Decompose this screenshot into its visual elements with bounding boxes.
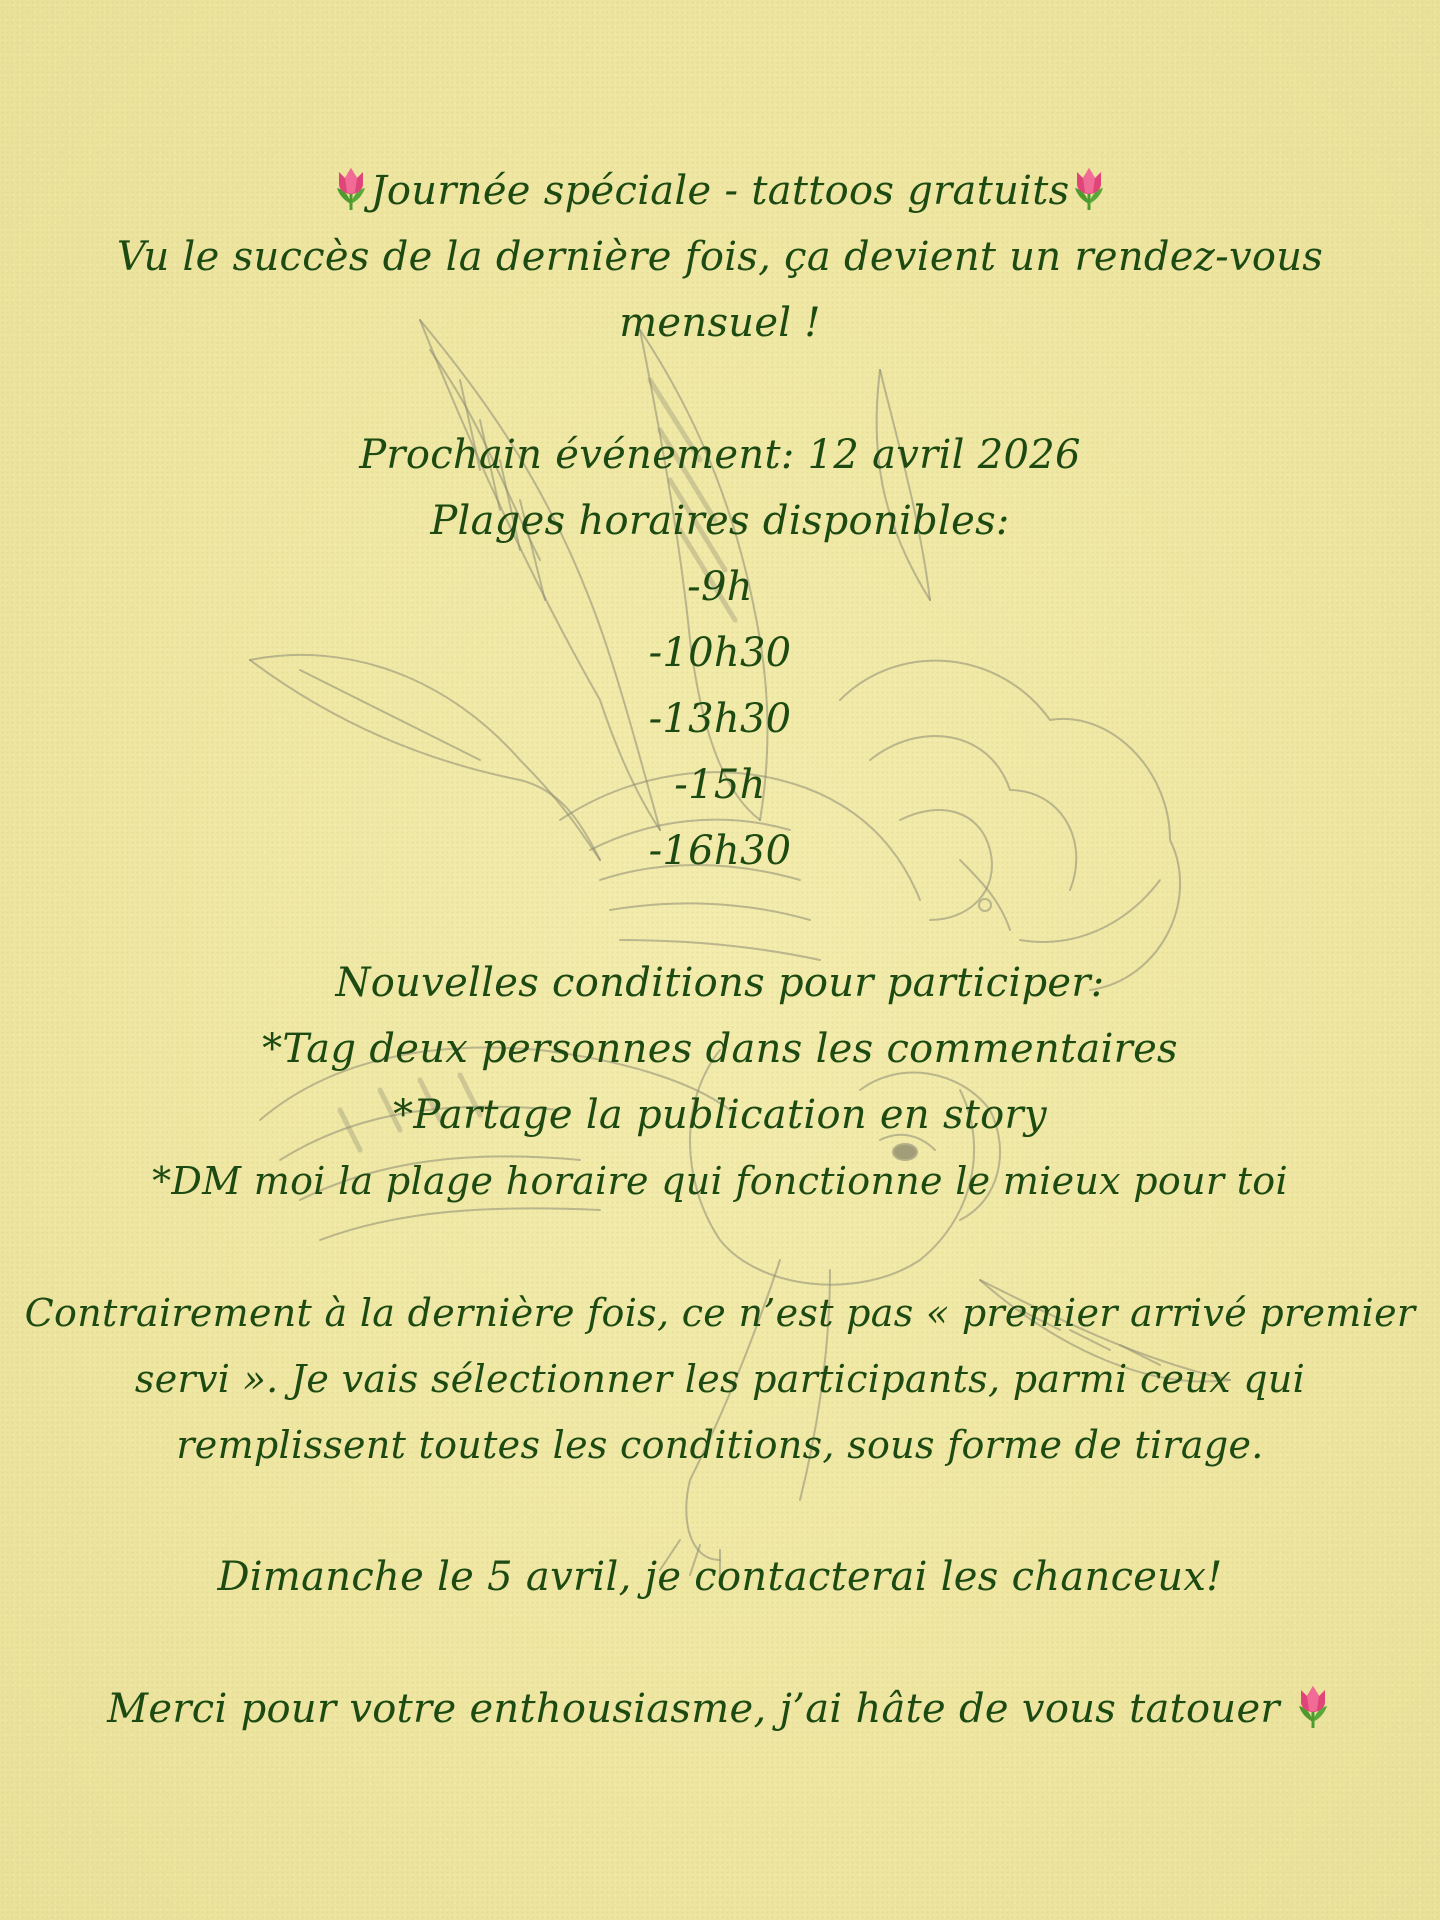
tulip-icon	[1071, 164, 1107, 212]
condition-item: *Partage la publication en story	[393, 1092, 1047, 1138]
time-slot: -10h30	[648, 630, 792, 676]
page-title: Journée spéciale - tattoos gratuits	[370, 168, 1070, 214]
intro-text: Vu le succès de la dernière fois, ça devient un rendez-vous mensuel !	[116, 234, 1324, 346]
contact-text: Dimanche le 5 avril, je contacterai les chanceux!	[217, 1554, 1223, 1600]
next-event: Prochain événement: 12 avril 2026	[359, 432, 1081, 478]
closing-line	[20, 1676, 1420, 1742]
time-slot: -9h	[687, 564, 753, 610]
selection-text: Contrairement à la dernière fois, ce n’est pas « premier arrivé premier servi ». Je vais sélectionner les participants, parmi ceux qui remplissent toutes les conditions, sous forme de tirage.	[24, 1291, 1416, 1467]
condition-item: *Tag deux personnes dans les commentaires	[262, 1026, 1178, 1072]
time-slot: -15h	[674, 762, 766, 808]
slots-heading: Plages horaires disponibles:	[430, 498, 1010, 544]
time-slot: -13h30	[648, 696, 792, 742]
tulip-icon	[333, 164, 369, 212]
condition-item: *DM moi la plage horaire qui fonctionne le mieux pour toi	[152, 1159, 1288, 1203]
conditions-heading: Nouvelles conditions pour participer:	[335, 960, 1105, 1006]
announcement-text	[20, 158, 1420, 1742]
time-slot: -16h30	[648, 828, 792, 874]
tulip-icon	[1295, 1682, 1331, 1730]
title-line	[20, 158, 1420, 224]
closing-text: Merci pour votre enthousiasme, j’ai hâte de vous tatouer	[107, 1686, 1280, 1732]
